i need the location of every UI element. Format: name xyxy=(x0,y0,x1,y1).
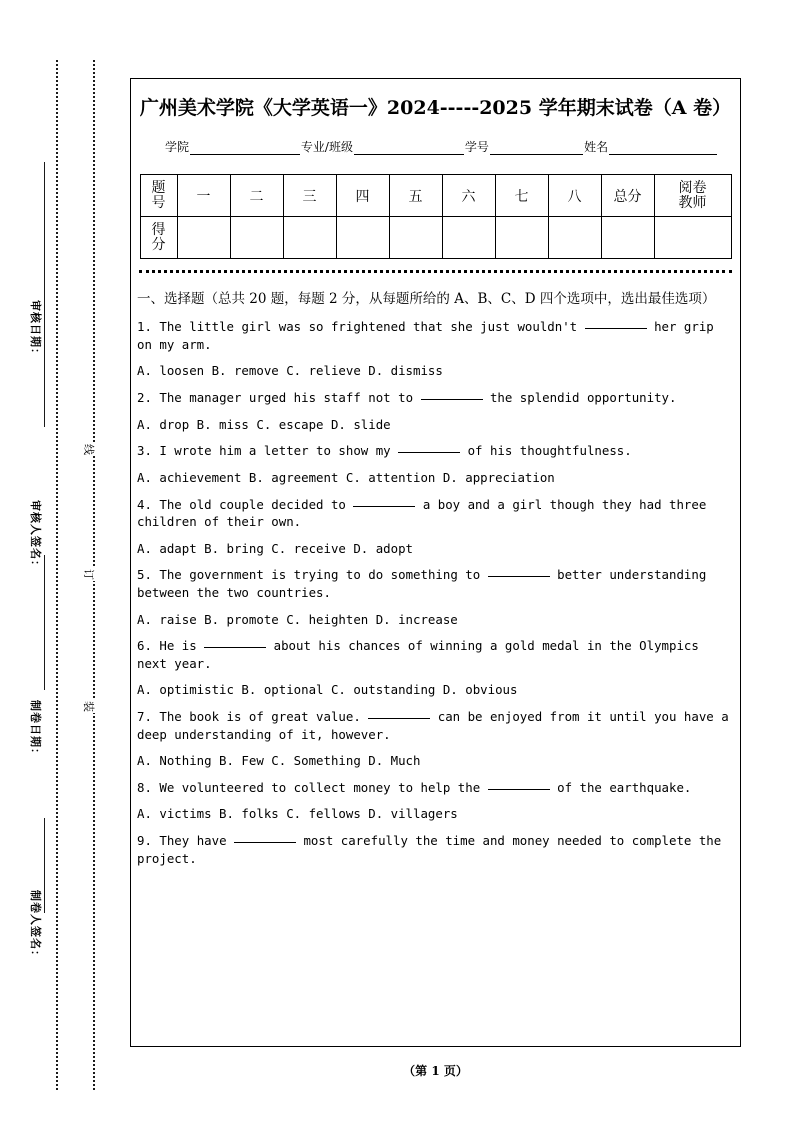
margin-label-printer-signature: 制卷人签名： xyxy=(29,890,42,962)
score-column-header-total: 总分 xyxy=(601,175,654,217)
question-3-options[interactable]: A. achievement B. agreement C. attention D. appreciation xyxy=(137,469,555,485)
question-1-number: 1. xyxy=(137,319,152,335)
question-6-text xyxy=(137,637,734,672)
rail-mark-seal: 装 xyxy=(79,700,99,713)
question-3-text xyxy=(137,442,734,460)
margin-rule-3 xyxy=(44,818,45,913)
binding-rail-outer xyxy=(56,60,58,1090)
question-2-stem-after: the splendid opportunity. xyxy=(489,390,677,406)
score-table xyxy=(140,174,732,259)
margin-rule-1 xyxy=(44,162,45,427)
row-label-score-line2: 分 xyxy=(151,236,166,253)
question-1-stem-before: The little girl was so frightened that she just wouldn't xyxy=(159,319,578,335)
score-table-row-label-question xyxy=(140,175,177,217)
question-6-number: 6. xyxy=(137,638,152,654)
score-cell-1[interactable] xyxy=(177,217,230,259)
question-2-number: 2. xyxy=(137,390,152,406)
question-6-stem-before: He is xyxy=(159,638,197,654)
question-6-options[interactable]: A. optimistic B. optional C. outstanding D. obvious xyxy=(137,682,518,698)
score-cell-3[interactable] xyxy=(283,217,336,259)
question-4-stem-after: a boy and a girl though they had three children of their own. xyxy=(137,496,707,530)
info-field-student-id[interactable] xyxy=(490,141,583,155)
score-cell-6[interactable] xyxy=(442,217,495,259)
question-8-text xyxy=(137,779,734,797)
question-2-options[interactable]: A. drop B. miss C. escape D. slide xyxy=(137,416,391,432)
score-column-header-4: 四 xyxy=(336,175,389,217)
score-table-row-label-score xyxy=(140,217,177,259)
question-2-text xyxy=(137,389,734,407)
info-field-college[interactable] xyxy=(190,141,300,155)
question-1-options[interactable]: A. loosen B. remove C. relieve D. dismiss xyxy=(137,363,443,379)
rail-mark-bind: 订 xyxy=(79,568,99,581)
score-column-header-5: 五 xyxy=(389,175,442,217)
question-7-stem-after: can be enjoyed from it until you have a deep understanding of it, however. xyxy=(137,709,729,742)
score-column-header-2: 二 xyxy=(230,175,283,217)
score-cell-8[interactable] xyxy=(548,217,601,259)
question-7-blank[interactable] xyxy=(368,718,430,719)
question-8-blank[interactable] xyxy=(488,789,550,790)
question-6-blank[interactable] xyxy=(204,647,266,648)
question-1-stem-after: her grip on my arm. xyxy=(137,319,714,352)
question-1-text xyxy=(137,318,734,353)
info-field-major-class[interactable] xyxy=(354,141,464,155)
question-2-stem-before: The manager urged his staff not to xyxy=(159,390,414,406)
question-7-options[interactable]: A. Nothing B. Few C. Something D. Much xyxy=(137,753,421,769)
rail-mark-line: 线 xyxy=(79,443,99,456)
margin-label-reviewer-signature: 审核人签名： xyxy=(29,500,42,572)
info-label-name: 姓名 xyxy=(584,140,609,154)
question-5-stem-after: better understanding between the two countries. xyxy=(137,567,707,600)
section-heading-multiple-choice: 一、选择题（总共 20 题，每题 2 分，从每题所给的 A、B、C、D 四个选项中，选出最佳选项） xyxy=(137,291,716,307)
margin-label-review-date: 审核日期： xyxy=(29,300,42,360)
info-label-major-class: 专业/班级 xyxy=(300,140,353,154)
info-field-name[interactable] xyxy=(609,141,717,155)
score-table-value-row xyxy=(140,217,731,259)
question-9-text xyxy=(137,832,734,867)
score-cell-4[interactable] xyxy=(336,217,389,259)
question-8-options[interactable]: A. victims B. folks C. fellows D. villagers xyxy=(137,806,458,822)
grader-label-line1: 阅卷 xyxy=(678,179,707,196)
question-9-blank[interactable] xyxy=(234,842,296,843)
question-9-stem-after: most carefully the time and money needed to complete the project. xyxy=(137,833,722,866)
score-column-header-8: 八 xyxy=(548,175,601,217)
question-3-stem-after: of his thoughtfulness. xyxy=(467,443,632,459)
score-cell-7[interactable] xyxy=(495,217,548,259)
question-5-options[interactable]: A. raise B. promote C. heighten D. increase xyxy=(137,611,458,627)
question-6-stem-after: about his chances of winning a gold medal in the Olympics next year. xyxy=(137,638,699,671)
page-footer: （第 1 页） xyxy=(403,1064,468,1078)
grader-label-line2: 教师 xyxy=(678,194,707,211)
score-cell-grader[interactable] xyxy=(654,217,731,259)
row-label-score-line1: 得 xyxy=(151,221,166,238)
question-3-stem-before: I wrote him a letter to show my xyxy=(159,443,391,459)
question-1-blank[interactable] xyxy=(585,328,647,329)
row-label-question-line2: 号 xyxy=(151,194,166,211)
score-column-header-3: 三 xyxy=(283,175,336,217)
score-cell-total[interactable] xyxy=(601,217,654,259)
dotted-divider xyxy=(139,270,732,273)
question-5-text xyxy=(137,566,734,601)
info-label-college: 学院 xyxy=(165,140,190,154)
question-3-blank[interactable] xyxy=(398,452,460,453)
score-table-header-row xyxy=(140,175,731,217)
question-8-stem-before: We volunteered to collect money to help the xyxy=(159,779,481,795)
exam-content xyxy=(137,289,734,867)
question-8-number: 8. xyxy=(137,779,152,795)
score-column-header-6: 六 xyxy=(442,175,495,217)
question-5-number: 5. xyxy=(137,567,152,583)
question-4-stem-before: The old couple decided to xyxy=(159,496,346,512)
question-7-text xyxy=(137,708,734,743)
student-info-line xyxy=(165,138,718,155)
page-title: 广州美术学院《大学英语一》2024-----2025 学年期末试卷（A 卷） xyxy=(139,97,732,119)
question-4-blank[interactable] xyxy=(353,506,415,507)
score-column-header-7: 七 xyxy=(495,175,548,217)
question-5-blank[interactable] xyxy=(488,576,550,577)
question-7-stem-before: The book is of great value. xyxy=(159,709,361,724)
score-cell-2[interactable] xyxy=(230,217,283,259)
info-label-student-id: 学号 xyxy=(464,140,489,154)
question-8-stem-after: of the earthquake. xyxy=(557,779,692,795)
exam-paper-body xyxy=(130,78,741,1047)
question-9-stem-before: They have xyxy=(159,833,227,849)
question-2-blank[interactable] xyxy=(421,399,483,400)
question-3-number: 3. xyxy=(137,443,152,459)
score-column-header-1: 一 xyxy=(177,175,230,217)
question-4-options[interactable]: A. adapt B. bring C. receive D. adopt xyxy=(137,540,414,556)
question-5-stem-before: The government is trying to do something to xyxy=(159,567,481,583)
margin-rule-2 xyxy=(44,555,45,690)
score-column-header-grader xyxy=(654,175,731,217)
question-4-number: 4. xyxy=(137,496,152,512)
question-9-number: 9. xyxy=(137,833,152,849)
row-label-question-line1: 题 xyxy=(151,179,166,196)
question-4-text xyxy=(137,496,734,531)
score-cell-5[interactable] xyxy=(389,217,442,259)
question-7-number: 7. xyxy=(137,709,152,724)
margin-label-print-date: 制卷日期： xyxy=(29,700,42,760)
